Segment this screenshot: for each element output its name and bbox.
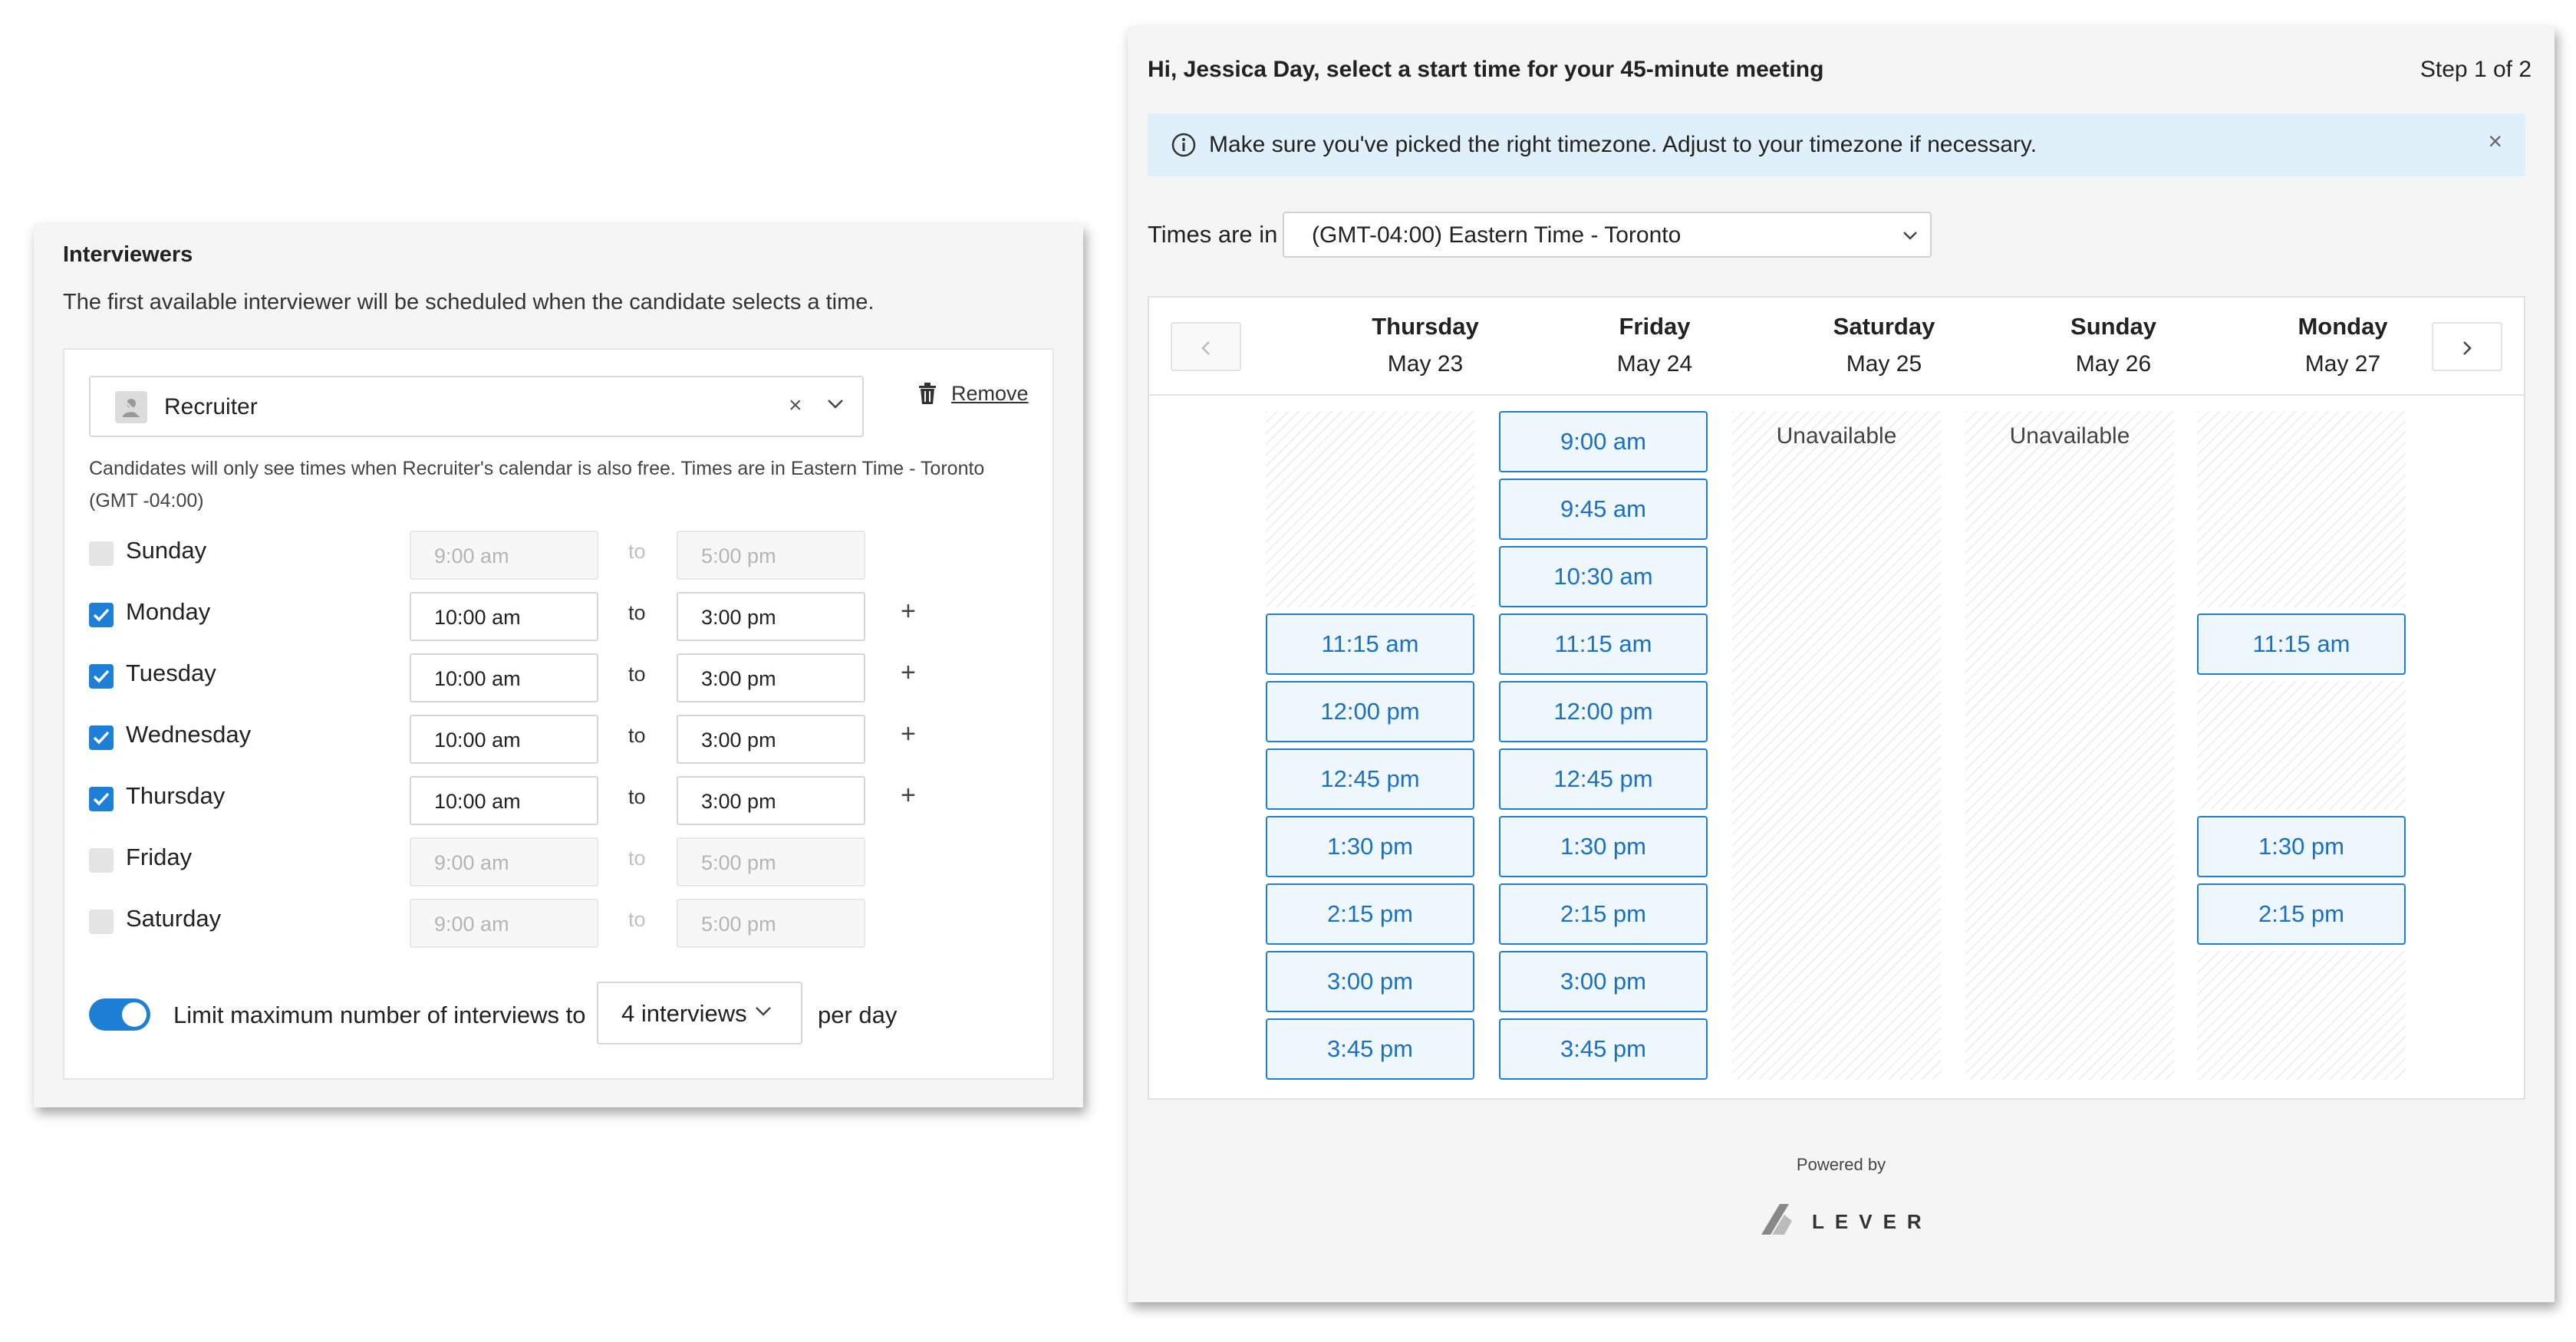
column-date: May 23 <box>1387 351 1464 377</box>
time-slot[interactable]: 3:00 pm <box>1499 951 1708 1012</box>
time-slot[interactable]: 11:15 am <box>1266 613 1474 675</box>
chevron-down-icon[interactable] <box>827 399 844 413</box>
user-avatar-icon <box>115 391 147 423</box>
add-time-icon[interactable]: + <box>901 658 916 687</box>
day-label: Wednesday <box>126 721 252 748</box>
time-slot[interactable]: 3:00 pm <box>1266 951 1474 1012</box>
interviewer-card <box>63 348 1054 1080</box>
time-slot[interactable]: 12:45 pm <box>1499 748 1708 810</box>
time-slot[interactable]: 11:15 am <box>2197 613 2406 675</box>
previous-week-button[interactable] <box>1171 322 1241 371</box>
thursday-checkbox[interactable] <box>89 787 114 811</box>
from-time-input[interactable]: 10:00 am <box>410 715 598 764</box>
to-time-input[interactable]: 3:00 pm <box>677 592 865 641</box>
to-time-input[interactable]: 5:00 pm <box>677 837 865 886</box>
interviewers-subtitle: The first available interviewer will be scheduled when the candidate selects a time. <box>63 290 875 314</box>
time-slot[interactable]: 3:45 pm <box>1266 1018 1474 1080</box>
column-date: May 26 <box>2075 351 2152 377</box>
day-row-saturday <box>89 899 1025 960</box>
unavailable-block <box>2197 681 2406 810</box>
time-slot[interactable]: 9:45 am <box>1499 479 1708 540</box>
saturday-column <box>1732 411 1941 1080</box>
time-slot[interactable]: 2:15 pm <box>1499 883 1708 945</box>
add-time-icon[interactable]: + <box>901 781 916 810</box>
column-header-sunday <box>2009 313 2218 377</box>
chevron-down-icon <box>755 1006 772 1021</box>
day-label: Friday <box>126 844 193 870</box>
to-label: to <box>628 540 646 563</box>
to-time-input[interactable]: 5:00 pm <box>677 899 865 948</box>
sunday-checkbox[interactable] <box>89 541 114 566</box>
step-indicator: Step 1 of 2 <box>2420 57 2532 82</box>
to-label: to <box>628 908 646 931</box>
column-date: May 25 <box>1846 351 1922 377</box>
to-label: to <box>628 663 646 686</box>
limit-interviews-toggle[interactable] <box>89 998 150 1031</box>
scheduler-panel <box>1128 26 2555 1302</box>
wednesday-checkbox[interactable] <box>89 725 114 750</box>
availability-calendar <box>1148 296 2525 1100</box>
toggle-knob <box>122 1002 147 1027</box>
column-header-friday <box>1550 313 1759 377</box>
column-day: Saturday <box>1833 313 1935 340</box>
to-label: to <box>628 601 646 624</box>
add-time-icon[interactable]: + <box>901 719 916 748</box>
friday-column <box>1499 411 1708 1080</box>
column-day: Friday <box>1619 313 1691 340</box>
to-time-input[interactable]: 3:00 pm <box>677 653 865 702</box>
day-label: Saturday <box>126 905 222 932</box>
trash-icon <box>917 382 937 410</box>
timezone-select[interactable] <box>1283 212 1932 258</box>
to-time-input[interactable]: 3:00 pm <box>677 776 865 825</box>
column-date: May 24 <box>1616 351 1693 377</box>
limit-label: Limit maximum number of interviews to <box>173 1002 586 1028</box>
lever-mark-icon <box>1758 1199 1801 1238</box>
chevron-down-icon <box>1902 230 1918 244</box>
timezone-label: Times are in <box>1148 221 1278 248</box>
interview-limit-value: 4 interviews <box>621 1000 747 1027</box>
time-slot[interactable]: 1:30 pm <box>1266 816 1474 877</box>
day-row-tuesday <box>89 653 1025 715</box>
to-time-input[interactable]: 3:00 pm <box>677 715 865 764</box>
from-time-input[interactable]: 10:00 am <box>410 592 598 641</box>
time-slot[interactable]: 1:30 pm <box>1499 816 1708 877</box>
lever-logo <box>1758 1199 1932 1242</box>
to-time-input[interactable]: 5:00 pm <box>677 531 865 580</box>
time-slot[interactable]: 10:30 am <box>1499 546 1708 607</box>
to-label: to <box>628 724 646 747</box>
column-header-saturday <box>1780 313 1988 377</box>
day-label: Sunday <box>126 537 207 564</box>
availability-note: Candidates will only see times when Recruiter's calendar is also free. Times are in Eastern Time - Toronto (GMT -04:00) <box>89 458 985 511</box>
day-row-sunday <box>89 531 1025 592</box>
unavailable-block <box>2197 951 2406 1080</box>
time-slot[interactable]: 1:30 pm <box>2197 816 2406 877</box>
time-slot[interactable]: 2:15 pm <box>1266 883 1474 945</box>
sunday-column <box>1965 411 2174 1080</box>
column-date: May 27 <box>2304 351 2381 377</box>
close-icon[interactable]: × <box>2488 127 2502 155</box>
interview-limit-select[interactable] <box>597 982 802 1044</box>
time-slot[interactable]: 12:00 pm <box>1266 681 1474 742</box>
time-slot[interactable]: 3:45 pm <box>1499 1018 1708 1080</box>
interviewer-select-value: Recruiter <box>164 394 258 419</box>
from-time-input[interactable]: 9:00 am <box>410 899 598 948</box>
monday-checkbox[interactable] <box>89 603 114 627</box>
interviewers-panel <box>34 224 1083 1107</box>
column-header-thursday <box>1321 313 1530 377</box>
unavailable-label: Unavailable <box>2009 423 2130 449</box>
powered-by-label: Powered by <box>1796 1155 1886 1174</box>
to-label: to <box>628 785 646 808</box>
unavailable-block <box>1266 411 1474 607</box>
column-day: Sunday <box>2070 313 2156 340</box>
thursday-column <box>1266 411 1474 1080</box>
unavailable-block <box>2197 411 2406 607</box>
unavailable-label: Unavailable <box>1776 423 1897 449</box>
from-time-input[interactable]: 10:00 am <box>410 653 598 702</box>
day-row-thursday <box>89 776 1025 837</box>
monday-column <box>2197 411 2406 1080</box>
next-week-button[interactable] <box>2432 322 2502 371</box>
to-label: to <box>628 847 646 870</box>
saturday-checkbox[interactable] <box>89 909 114 934</box>
day-label: Thursday <box>126 782 226 809</box>
remove-button[interactable] <box>917 382 1029 406</box>
remove-label: Remove <box>951 382 1029 405</box>
column-day: Thursday <box>1372 313 1479 340</box>
scheduler-title: Hi, Jessica Day, select a start time for your 45-minute meeting <box>1148 57 1824 82</box>
time-slot[interactable]: 12:00 pm <box>1499 681 1708 742</box>
add-time-icon[interactable]: + <box>901 597 916 626</box>
timezone-banner-text: Make sure you've picked the right timezone. Adjust to your timezone if necessary. <box>1209 132 2037 157</box>
time-slot[interactable]: 11:15 am <box>1499 613 1708 675</box>
limit-suffix: per day <box>818 1002 898 1028</box>
day-label: Monday <box>126 598 211 625</box>
day-row-monday <box>89 592 1025 653</box>
lever-wordmark: LEVER <box>1812 1210 1932 1233</box>
time-slot[interactable]: 2:15 pm <box>2197 883 2406 945</box>
from-time-input[interactable]: 10:00 am <box>410 776 598 825</box>
tuesday-checkbox[interactable] <box>89 664 114 689</box>
interviewer-select[interactable] <box>89 376 864 437</box>
time-slot[interactable]: 12:45 pm <box>1266 748 1474 810</box>
day-row-wednesday <box>89 715 1025 776</box>
calendar-header <box>1149 298 2524 396</box>
info-icon <box>1171 132 1197 162</box>
column-header-monday <box>2238 313 2447 377</box>
column-day: Monday <box>2298 313 2388 340</box>
timezone-value: (GMT-04:00) Eastern Time - Toronto <box>1312 222 1682 248</box>
from-time-input[interactable]: 9:00 am <box>410 531 598 580</box>
time-slot[interactable]: 9:00 am <box>1499 411 1708 472</box>
friday-checkbox[interactable] <box>89 848 114 873</box>
timezone-banner <box>1148 113 2525 176</box>
interviewers-title: Interviewers <box>63 242 193 267</box>
clear-icon[interactable]: × <box>789 393 802 418</box>
day-label: Tuesday <box>126 659 216 686</box>
from-time-input[interactable]: 9:00 am <box>410 837 598 886</box>
day-row-friday <box>89 837 1025 899</box>
